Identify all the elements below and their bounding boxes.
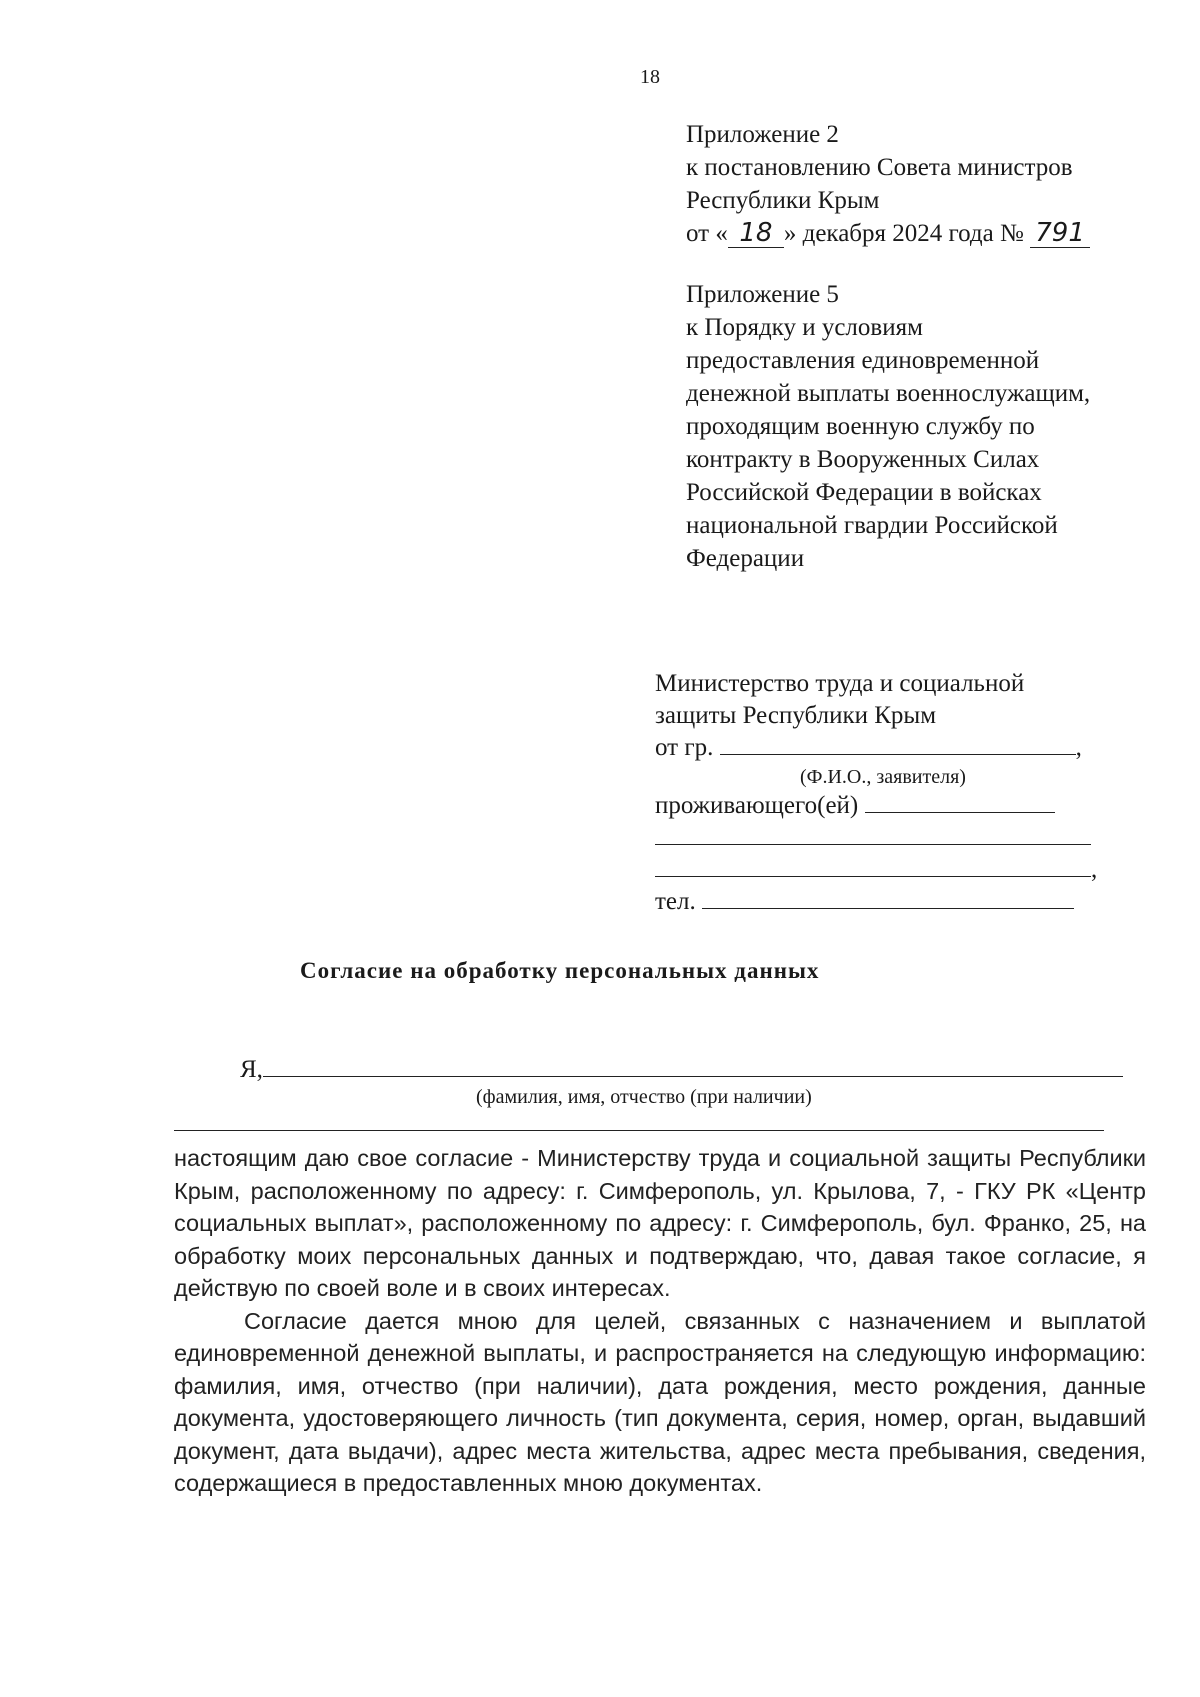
address-row-3 xyxy=(655,854,1097,886)
applicant-name-caption: (Ф.И.О., заявителя) xyxy=(800,766,966,788)
appendix-5-line: денежной выплаты военнослужащим, xyxy=(686,380,1091,407)
handwritten-day: 18 xyxy=(728,219,784,248)
appendix-5-line: проходящим военную службу по xyxy=(686,413,1035,440)
consent-paragraph: настоящим даю свое согласие - Министерству труда и социальной защиты Республики Крым, расположенному по адресу: г. Симферополь, ул. Крылова, 7, - ГКУ РК «Центр социальных выплат», расположенному по адресу: г. Симферополь, бул. Франко, 25, на обработку моих персональных данных и подтверждаю, что, давая такое согласие, я действую по своей воле и в своих интересах. xyxy=(174,1145,1146,1301)
appendix-5-line: национальной гвардии Российской xyxy=(686,512,1058,539)
declarant-name-field[interactable] xyxy=(263,1052,1123,1077)
declarant-row xyxy=(240,1052,1123,1084)
date-middle: » декабря 2024 года № xyxy=(783,220,1024,247)
consent-body xyxy=(174,1142,1146,1500)
page-number: 18 xyxy=(640,66,660,88)
addressee-block xyxy=(655,668,1097,918)
addressee-line: защиты Республики Крым xyxy=(655,702,937,729)
appendix-2-line: Республики Крым xyxy=(686,187,880,214)
address-field-line-2[interactable] xyxy=(655,822,1091,845)
comma: , xyxy=(1091,856,1098,883)
residing-label: проживающего(ей) xyxy=(655,792,859,819)
appendix-5-line: Приложение 5 xyxy=(686,281,839,308)
comma: , xyxy=(1075,734,1082,761)
residing-row xyxy=(655,790,1097,822)
appendix-2-date-line xyxy=(686,217,1090,250)
phone-field[interactable] xyxy=(702,886,1074,909)
address-field-line-3[interactable] xyxy=(655,854,1091,877)
from-citizen-row xyxy=(655,732,1097,764)
from-label: от гр. xyxy=(655,734,714,761)
ya-label: Я, xyxy=(240,1056,263,1083)
declarant-name-field-line-2[interactable] xyxy=(174,1130,1104,1131)
applicant-name-field[interactable] xyxy=(720,732,1076,755)
phone-row xyxy=(655,886,1097,918)
appendix-5-line: к Порядку и условиям xyxy=(686,314,923,341)
document-title: Согласие на обработку персональных данных xyxy=(300,958,820,983)
date-prefix: от « xyxy=(686,220,728,247)
appendix-5-line: Федерации xyxy=(686,545,805,572)
address-field[interactable] xyxy=(865,790,1055,813)
addressee-line: Министерство труда и социальной xyxy=(655,670,1025,697)
declarant-name-caption: (фамилия, имя, отчество (при наличии) xyxy=(476,1086,812,1108)
handwritten-doc-number: 791 xyxy=(1030,219,1090,248)
appendix-5-line: контракту в Вооруженных Силах xyxy=(686,446,1040,473)
consent-paragraph: Согласие дается мною для целей, связанных с назначением и выплатой единовременной денежной выплаты, и распространяется на следующую информацию: фамилия, имя, отчество (при наличии), дата рождения, место рождения, данные документа, удостоверяющего личность (тип документа, серия, номер, орган, выдавший документ, дата выдачи), адрес места жительства, адрес места пребывания, сведения, содержащиеся в предоставленных мною документах. xyxy=(174,1307,1146,1496)
phone-label: тел. xyxy=(655,888,696,915)
appendix-5-line: предоставления единовременной xyxy=(686,347,1040,374)
address-row-2 xyxy=(655,822,1097,854)
appendix-2-line: к постановлению Совета министров xyxy=(686,154,1073,181)
appendix-2-header xyxy=(686,118,1090,250)
appendix-5-line: Российской Федерации в войсках xyxy=(686,479,1042,506)
appendix-2-title: Приложение 2 xyxy=(686,121,839,148)
appendix-5-header xyxy=(686,278,1090,575)
